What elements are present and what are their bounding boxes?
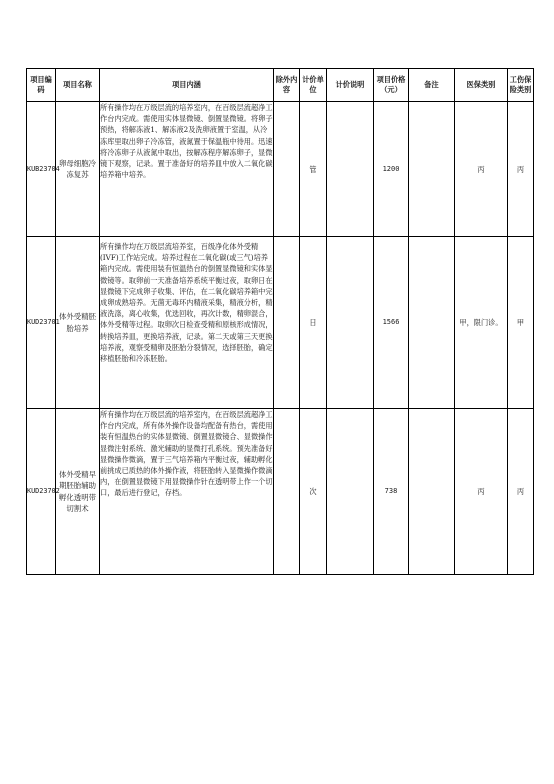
cell-unit: 次 — [300, 409, 327, 575]
cell-excluded — [274, 102, 300, 237]
cell-code: KUD23701 — [27, 237, 56, 409]
cell-name: 体外受精胚胎培养 — [56, 237, 100, 409]
cell-price: 738 — [374, 409, 409, 575]
cell-injury-insurance-class: 丙 — [508, 409, 534, 575]
cell-content: 所有操作均在万级层流的培养室内，在百级层流超净工作台内完成，所有体外操作设备均配备有热台，需使用装有恒温热台的实体显微镜、倒置显微镜合、显微操作显微注射系统、激光辅助的显微打孔系统。预先准备好显微操作微滴，置于三气培养箱内平衡过夜，辅助孵化前挑成已质热的体外操作液，将胚胎转入显微操作微滴内，在倒置显微镜下用显微操作针在透明带上作一个切口，最后进行登记，存档。 — [100, 409, 274, 575]
cell-name: 卵母细胞冷冻复苏 — [56, 102, 100, 237]
cell-content: 所有操作均在万级层流的培养室内，在百级层流超净工作台内完成。需使用实体显微镜、倒置显微镜。将卵子预热，将解冻液1、解冻液2及洗卵液置于室温，从冷冻库里取出卵子冷冻管，液氮置于保温瓶中待用。迅速将冷冻卵子从液氮中取出，按解冻程序解冻卵子，显微镜下观察，记录。置于准备好的培养皿中放入二氧化碳培养箱中培养。 — [100, 102, 274, 237]
header-insurance-class: 医保类别 — [455, 69, 508, 102]
cell-code: KUD23702 — [27, 409, 56, 575]
cell-code: KUB23704 — [27, 102, 56, 237]
cell-name: 体外受精早期胚胎辅助孵化透明带切割术 — [56, 409, 100, 575]
cell-price: 1200 — [374, 102, 409, 237]
header-injury-insurance-class: 工伤保险类别 — [508, 69, 534, 102]
header-row — [27, 69, 534, 102]
cell-remark — [409, 102, 455, 237]
cell-content: 所有操作均在万级层流培养室，百级净化体外受精(IVF)工作站完成。培养过程在二氧化碳(或三气)培养箱内完成。需使用装有恒温热台的倒置显微镜和实体显微镜等。取卵前一天准备培养系统平衡过夜，取卵日在显微镜下完成卵子收集、评估，在二氧化碳培养箱中完成卵成熟培养。无菌无毒环内精液采集，精液分析，精液洗涤，离心收集，优选回收，再次计数，精卵混合，体外受精等过程。取卵次日检查受精和原核形成情况，转换培养皿，更换培养液，记录。第二天或第三天更换培养液，观察受精卵及胚胎分裂情况，选择胚胎，确定移植胚胎和冷冻胚胎。 — [100, 237, 274, 409]
cell-remark — [409, 237, 455, 409]
cell-unit: 日 — [300, 237, 327, 409]
header-price: 项目价格（元） — [374, 69, 409, 102]
cell-excluded — [274, 409, 300, 575]
header-pricing-note: 计价说明 — [327, 69, 374, 102]
cell-excluded — [274, 237, 300, 409]
cell-remark — [409, 409, 455, 575]
cell-unit: 管 — [300, 102, 327, 237]
header-unit: 计价单位 — [300, 69, 327, 102]
fee-schedule-table — [26, 68, 534, 575]
header-code: 项目编码 — [27, 69, 56, 102]
cell-insurance-class: 丙 — [455, 102, 508, 237]
cell-pricing-note — [327, 409, 374, 575]
table-row — [27, 102, 534, 237]
cell-price: 1566 — [374, 237, 409, 409]
cell-insurance-class: 丙 — [455, 409, 508, 575]
cell-pricing-note — [327, 102, 374, 237]
cell-pricing-note — [327, 237, 374, 409]
cell-injury-insurance-class: 丙 — [508, 102, 534, 237]
header-content: 项目内涵 — [100, 69, 274, 102]
header-remark: 备注 — [409, 69, 455, 102]
table-row — [27, 237, 534, 409]
header-name: 项目名称 — [56, 69, 100, 102]
cell-insurance-class: 甲，限门诊。 — [455, 237, 508, 409]
header-excluded: 除外内容 — [274, 69, 300, 102]
table-row — [27, 409, 534, 575]
cell-injury-insurance-class: 甲 — [508, 237, 534, 409]
